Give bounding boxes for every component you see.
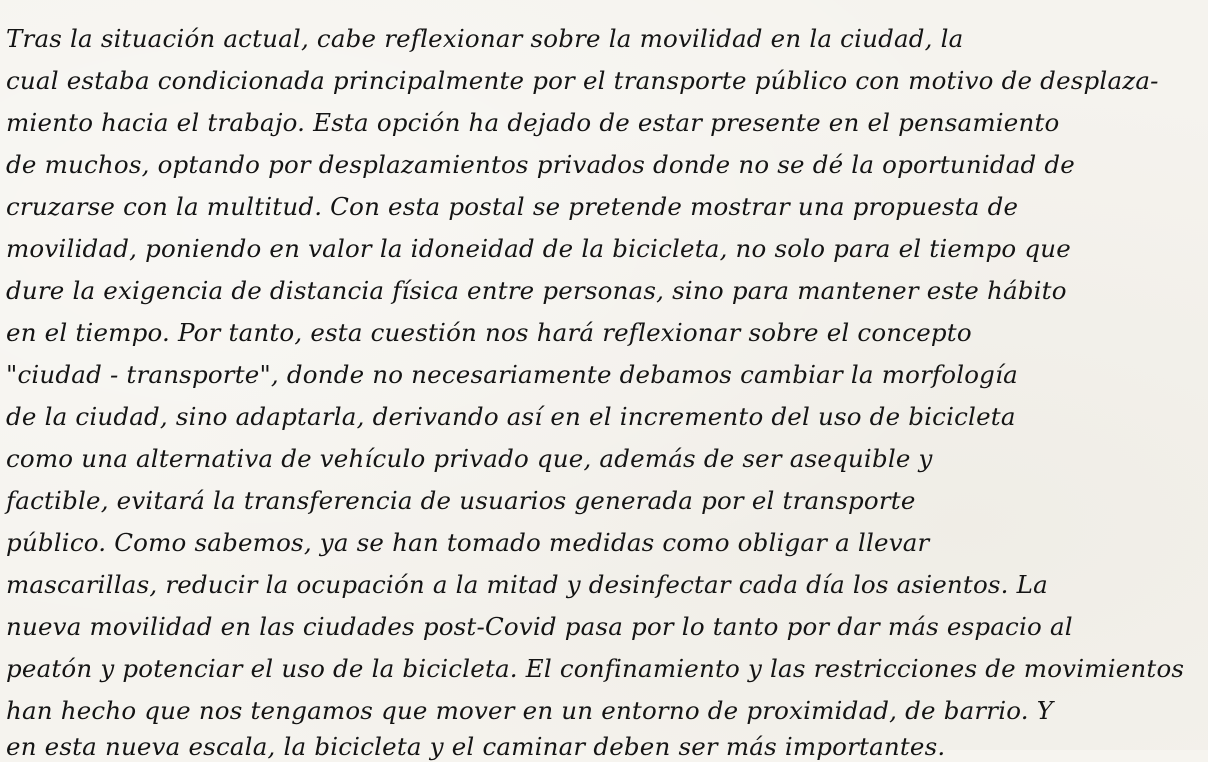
text-line: público. Como sabemos, ya se han tomado medidas como obligar a llevar <box>6 528 930 557</box>
text-line: en esta nueva escala, la bicicleta y el caminar deben ser más importantes. <box>6 732 946 761</box>
text-line: peatón y potenciar el uso de la bicicleta. El confinamiento y las restricciones de movimientos <box>6 654 1185 683</box>
text-line: en el tiempo. Por tanto, esta cuestión nos hará reflexionar sobre el concepto <box>6 318 972 347</box>
text-line: cruzarse con la multitud. Con esta postal se pretende mostrar una propuesta de <box>6 192 1019 221</box>
text-line: de la ciudad, sino adaptarla, derivando así en el incremento del uso de bicicleta <box>6 402 1016 431</box>
text-line: nueva movilidad en las ciudades post-Covid pasa por lo tanto por dar más espacio al <box>6 612 1073 641</box>
text-line: como una alternativa de vehículo privado que, además de ser asequible y <box>6 444 933 473</box>
text-line: "ciudad - transporte", donde no necesariamente debamos cambiar la morfología <box>6 360 1018 389</box>
text-line: Tras la situación actual, cabe reflexionar sobre la movilidad en la ciudad, la <box>6 24 964 53</box>
text-line: han hecho que nos tengamos que mover en un entorno de proximidad, de barrio. Y <box>6 696 1054 725</box>
text-line: de muchos, optando por desplazamientos privados donde no se dé la oportunidad de <box>6 150 1076 179</box>
text-line: factible, evitará la transferencia de usuarios generada por el transporte <box>6 486 916 515</box>
text-line: cual estaba condicionada principalmente por el transporte público con motivo de desplaza- <box>6 66 1159 95</box>
text-line: miento hacia el trabajo. Esta opción ha dejado de estar presente en el pensamiento <box>6 108 1060 137</box>
text-line: movilidad, poniendo en valor la idoneidad de la bicicleta, no solo para el tiempo que <box>6 234 1071 263</box>
text-line: dure la exigencia de distancia física entre personas, sino para mantener este hábito <box>6 276 1067 305</box>
text-line: mascarillas, reducir la ocupación a la mitad y desinfectar cada día los asientos. La <box>6 570 1048 599</box>
